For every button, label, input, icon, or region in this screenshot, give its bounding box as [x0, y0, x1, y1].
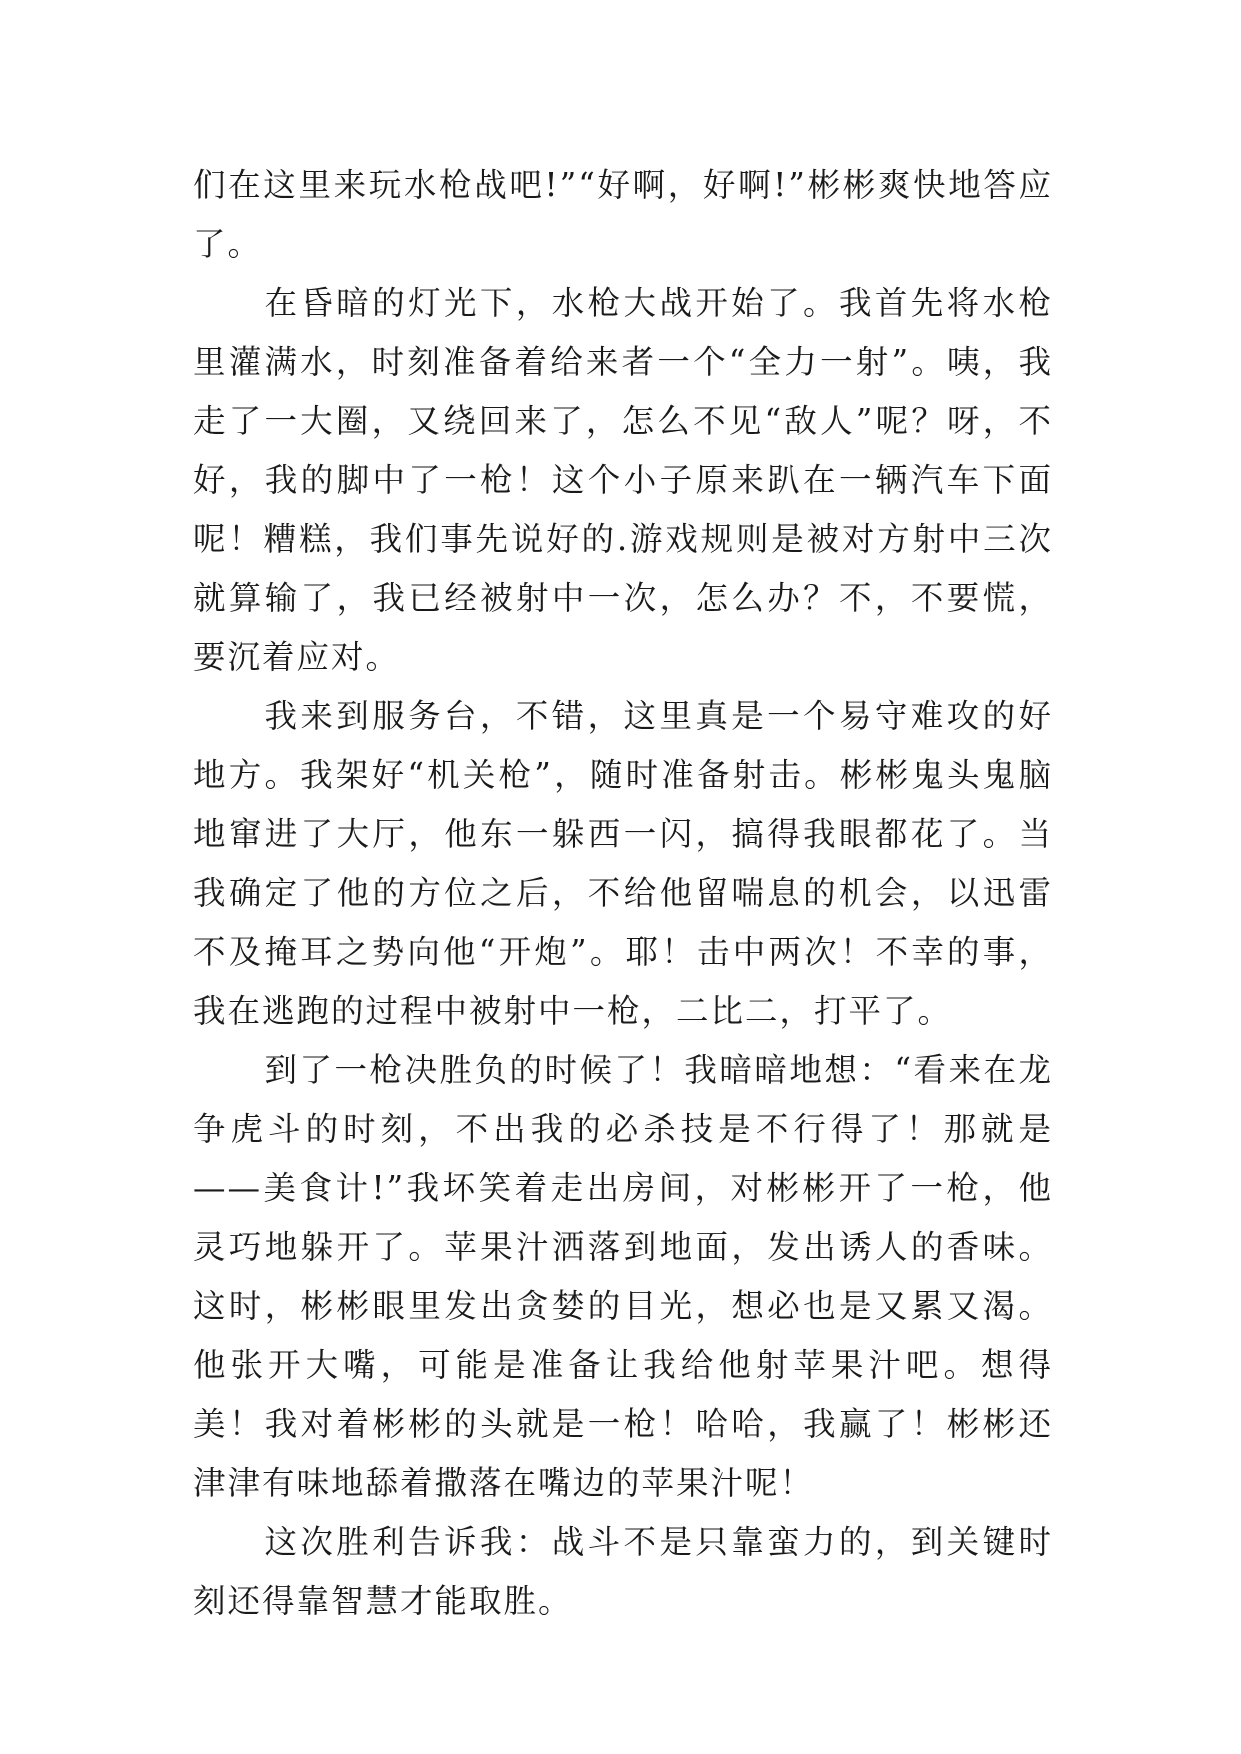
paragraph-5: 这次胜利告诉我：战斗不是只靠蛮力的，到关键时刻还得靠智慧才能取胜。: [193, 1523, 1053, 1620]
paragraph-3: 我来到服务台，不错，这里真是一个易守难攻的好地方。我架好“机关枪”，随时准备射击。彬彬鬼头鬼脑地窜进了大厅，他东一躲西一闪，搞得我眼都花了。当我确定了他的方位之后，不给他留喘息的机会，以迅雷不及掩耳之势向他“开炮”。耶！击中两次！不幸的事，我在逃跑的过程中被射中一枪，二比二，打平了。: [193, 697, 1053, 1030]
essay-body: [193, 156, 1053, 1631]
paragraph-2: 在昏暗的灯光下，水枪大战开始了。我首先将水枪里灌满水，时刻准备着给来者一个“全力一射”。咦，我走了一大圈，又绕回来了，怎么不见“敌人”呢？呀，不好，我的脚中了一枪！这个小子原来趴在一辆汽车下面呢！糟糕，我们事先说好的.游戏规则是被对方射中三次就算输了，我已经被射中一次，怎么办？不，不要慌，要沉着应对。: [193, 284, 1053, 676]
paragraph-4: 到了一枪决胜负的时候了！我暗暗地想：“看来在龙争虎斗的时刻，不出我的必杀技是不行得了！那就是——美食计!”我坏笑着走出房间，对彬彬开了一枪，他灵巧地躲开了。苹果汁洒落到地面，发出诱人的香味。这时，彬彬眼里发出贪婪的目光，想必也是又累又渴。他张开大嘴，可能是准备让我给他射苹果汁吧。想得美！我对着彬彬的头就是一枪！哈哈，我赢了！彬彬还津津有味地舔着撒落在嘴边的苹果汁呢！: [193, 1051, 1053, 1502]
paragraph-1: 们在这里来玩水枪战吧!”“好啊，好啊!”彬彬爽快地答应了。: [193, 166, 1053, 263]
